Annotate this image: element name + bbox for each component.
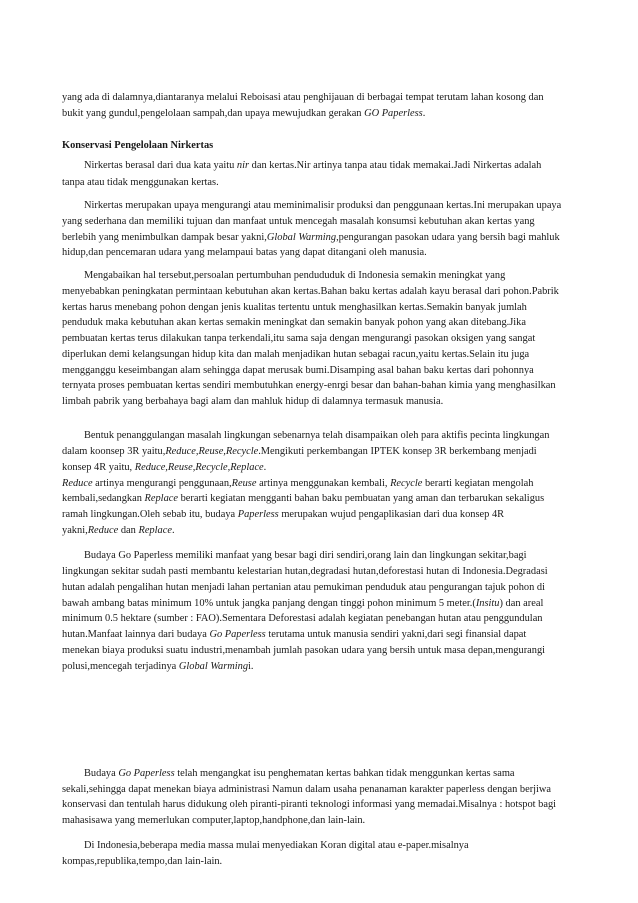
text-run: artinya mengurangi penggunaan, bbox=[92, 478, 232, 489]
text-line bbox=[62, 627, 526, 643]
text-line bbox=[62, 476, 533, 492]
text-run: . bbox=[171, 525, 175, 536]
italic-run: Reduce,Reuse,Recycle,Replace bbox=[134, 462, 264, 473]
text-run: merupakan wujud pengaplikasian dari dua konsep 4R bbox=[278, 509, 505, 520]
text-run: hutan.Manfaat lainnya dari budaya bbox=[62, 629, 210, 640]
text-run: terutama untuk manusia sendiri yakni,dari segi finansial dapat bbox=[265, 629, 527, 640]
text-run: dan bbox=[118, 525, 139, 536]
text-run: bukit yang gundul,pengelolaan sampah,dan upaya mewujudkan gerakan bbox=[62, 108, 365, 119]
text-line bbox=[62, 90, 544, 106]
text-line: sekali,sehingga dapat menekan biaya administrasi Namun dalam usaha penanaman karakter paperless dengan berjiwa bbox=[62, 784, 552, 795]
text-line bbox=[62, 230, 560, 246]
text-run: ramah lingkungan.Oleh sebab itu, budaya bbox=[62, 509, 238, 520]
text-run: i. bbox=[248, 661, 254, 672]
italic-run: Reuse bbox=[231, 478, 257, 489]
italic-run: Reduce bbox=[87, 525, 119, 536]
italic-run: Go Paperless bbox=[118, 768, 175, 779]
italic-run: Reduce bbox=[62, 478, 93, 489]
text-line bbox=[62, 491, 544, 507]
text-run: . bbox=[263, 462, 267, 473]
text-run: ) dan areal bbox=[499, 598, 544, 609]
text-line: penduduk maka kebutuhan akan kertas semakin meningkat dan semakin banyak pohon yang akan ditebang.Jika bbox=[62, 317, 526, 328]
italic-run: Go Paperless bbox=[209, 629, 266, 640]
italic-run: Replace bbox=[144, 493, 178, 504]
italic-run: Global Warming bbox=[178, 661, 249, 672]
text-line bbox=[62, 523, 175, 539]
text-run: ,pengurangan pasokan udara yang bersih bagi mahluk bbox=[336, 232, 560, 243]
text-run: yakni, bbox=[62, 525, 88, 536]
text-line bbox=[62, 444, 537, 460]
text-line: mahasisawa yang memerlukan computer,laptop,handphone,dan lain-lain. bbox=[62, 815, 366, 826]
text-line: menyebabkan peningkatan permintaan kebutuhan akan kertas.Bahan baku kertas adalah kayu berasal dari pohon.Pabrik bbox=[62, 286, 559, 297]
text-line: kompas,republika,tempo,dan lain-lain. bbox=[62, 856, 223, 867]
text-line: yang sederhana dan memiliki tujuan dan manfaat untuk mencegah masalah konsumsi kebutuhan akan kertas yang bbox=[62, 216, 535, 227]
text-line bbox=[62, 106, 425, 122]
text-line: kertas harus menebang pohon dengan jenis kualitas tertentu untuk menghasilkan kertas.Semakin banyak jumlah bbox=[62, 302, 527, 313]
text-line: pembuatan kertas terus dilakukan tanpa terkendali,itu sama saja dengan mengurangi pasokan oksigen yang sangat bbox=[62, 333, 536, 344]
italic-run: GO Paperless bbox=[364, 108, 423, 119]
italic-run: Paperless bbox=[237, 509, 279, 520]
text-run: yang ada di dalamnya,diantaranya melalui Reboisasi atau penghijauan di berbagai tempat terutam lahan kosong dan bbox=[62, 92, 544, 103]
text-line: konservasi dan tentulah harus didukung oleh piranti-piranti teknologi informasi yang memadai.Misalnya : hotspot bagi bbox=[62, 799, 557, 810]
italic-run: Insitu bbox=[475, 598, 500, 609]
text-line: lingkungan sekitar sudah pasti membantu kelestarian hutan,degradasi hutan,deforestasi hutan di Indonesia.Degradasi bbox=[62, 566, 548, 577]
text-line: Budaya Go Paperless memiliki manfaat yang besar bagi diri sendiri,orang lain dan lingkungan sekitar,bagi bbox=[84, 550, 527, 561]
text-line bbox=[62, 460, 266, 476]
italic-run: nir bbox=[236, 160, 250, 171]
text-run: polusi,mencegah terjadinya bbox=[62, 661, 179, 672]
text-run: Nirkertas berasal dari dua kata yaitu bbox=[84, 160, 237, 171]
italic-run: Global Warming bbox=[266, 232, 337, 243]
text-run: artinya menggunakan kembali, bbox=[256, 478, 391, 489]
text-run: berarti kegiatan mengolah bbox=[422, 478, 534, 489]
text-line: ternyata proses pembuatan kertas sendiri membutuhkan energy-enrgi besar dan bahan-bahan kimia yang menghasilkan bbox=[62, 380, 556, 391]
text-line: Di Indonesia,beberapa media massa mulai menyediakan Koran digital atau e-paper.misalnya bbox=[84, 840, 469, 851]
text-line: hutan adalah pengalihan hutan menjadi lahan pertanian atau pemukiman penduduk atau pengurangan tajuk pohon di bbox=[62, 582, 546, 593]
text-run: dalam koonsep 3R yaitu, bbox=[62, 446, 166, 457]
text-line bbox=[62, 659, 254, 675]
text-run: dan kertas.Nir artinya tanpa atau tidak memakai.Jadi Nirkertas adalah bbox=[249, 160, 542, 171]
text-run: bawah ambang batas minimum 10% untuk jangka panjang dengan tinggi pohon minimum 5 meter.( bbox=[62, 598, 476, 609]
text-line: Bentuk penanggulangan masalah lingkungan sebenarnya telah disampaikan oleh para aktifis pecinta lingkungan bbox=[84, 430, 550, 441]
text-run: telah mengangkat isu penghematan kertas bahkan tidak menggunkan kertas sama bbox=[174, 768, 515, 779]
text-run: berlebih yang menimbulkan dampak besar yakni, bbox=[62, 232, 267, 243]
text-line bbox=[62, 596, 543, 612]
text-line: tanpa atau tidak menggunakan kertas. bbox=[62, 177, 219, 188]
text-line: limbah pabrik yang berbahaya bagi alam dan mahluk hidup di dalamnya termasuk manusia. bbox=[62, 396, 444, 407]
text-line bbox=[62, 507, 504, 523]
italic-run: Replace bbox=[138, 525, 172, 536]
section-heading: Konservasi Pengelolaan Nirkertas bbox=[62, 140, 214, 151]
text-line: menekan biaya produksi suatu industri,menambah jumlah pasokan udara yang bersih untuk masa depan,mengurangi bbox=[62, 645, 546, 656]
text-line: minimum 0.5 hektare (sumber : FAO).Sementara Deforestasi adalah kegiatan penebangan hutan atau penggundulan bbox=[62, 613, 543, 624]
text-run: konsep 4R yaitu, bbox=[62, 462, 135, 473]
text-line: mengganggu keseimbangan alam sehingga dapat merusak bumi.Disamping asal bahan baku kertas dari pohonnya bbox=[62, 365, 534, 376]
text-run: . bbox=[422, 108, 426, 119]
italic-run: Recycle bbox=[390, 478, 423, 489]
text-line: hidup,dan pencemaran udara yang melampaui batas yang dapat ditangani oleh manusia. bbox=[62, 247, 427, 258]
text-line: Mengabaikan hal tersebut,persoalan pertumbuhan pendududuk di Indonesia semakin meningkat yang bbox=[84, 270, 506, 281]
text-run: berarti kegiatan mengganti bahan baku pembuatan yang aman dan terbarukan sekaligus bbox=[178, 493, 545, 504]
text-line: Nirkertas merupakan upaya mengurangi atau meminimalisir produksi dan penggunaan kertas.Ini merupakan upaya bbox=[84, 200, 562, 211]
text-line bbox=[84, 766, 515, 782]
text-run: Budaya bbox=[84, 768, 119, 779]
text-line bbox=[84, 158, 541, 174]
italic-run: Reduce,Reuse,Recycle bbox=[165, 446, 259, 457]
text-run: kembali,sedangkan bbox=[62, 493, 145, 504]
text-line: diperlukan demi kelangsungan hidup kita dan malah menjadikan hutan sebagai racun,yaitu kertas.Selain itu juga bbox=[62, 349, 530, 360]
text-run: .Mengikuti perkembangan IPTEK konsep 3R berkembang menjadi bbox=[258, 446, 537, 457]
